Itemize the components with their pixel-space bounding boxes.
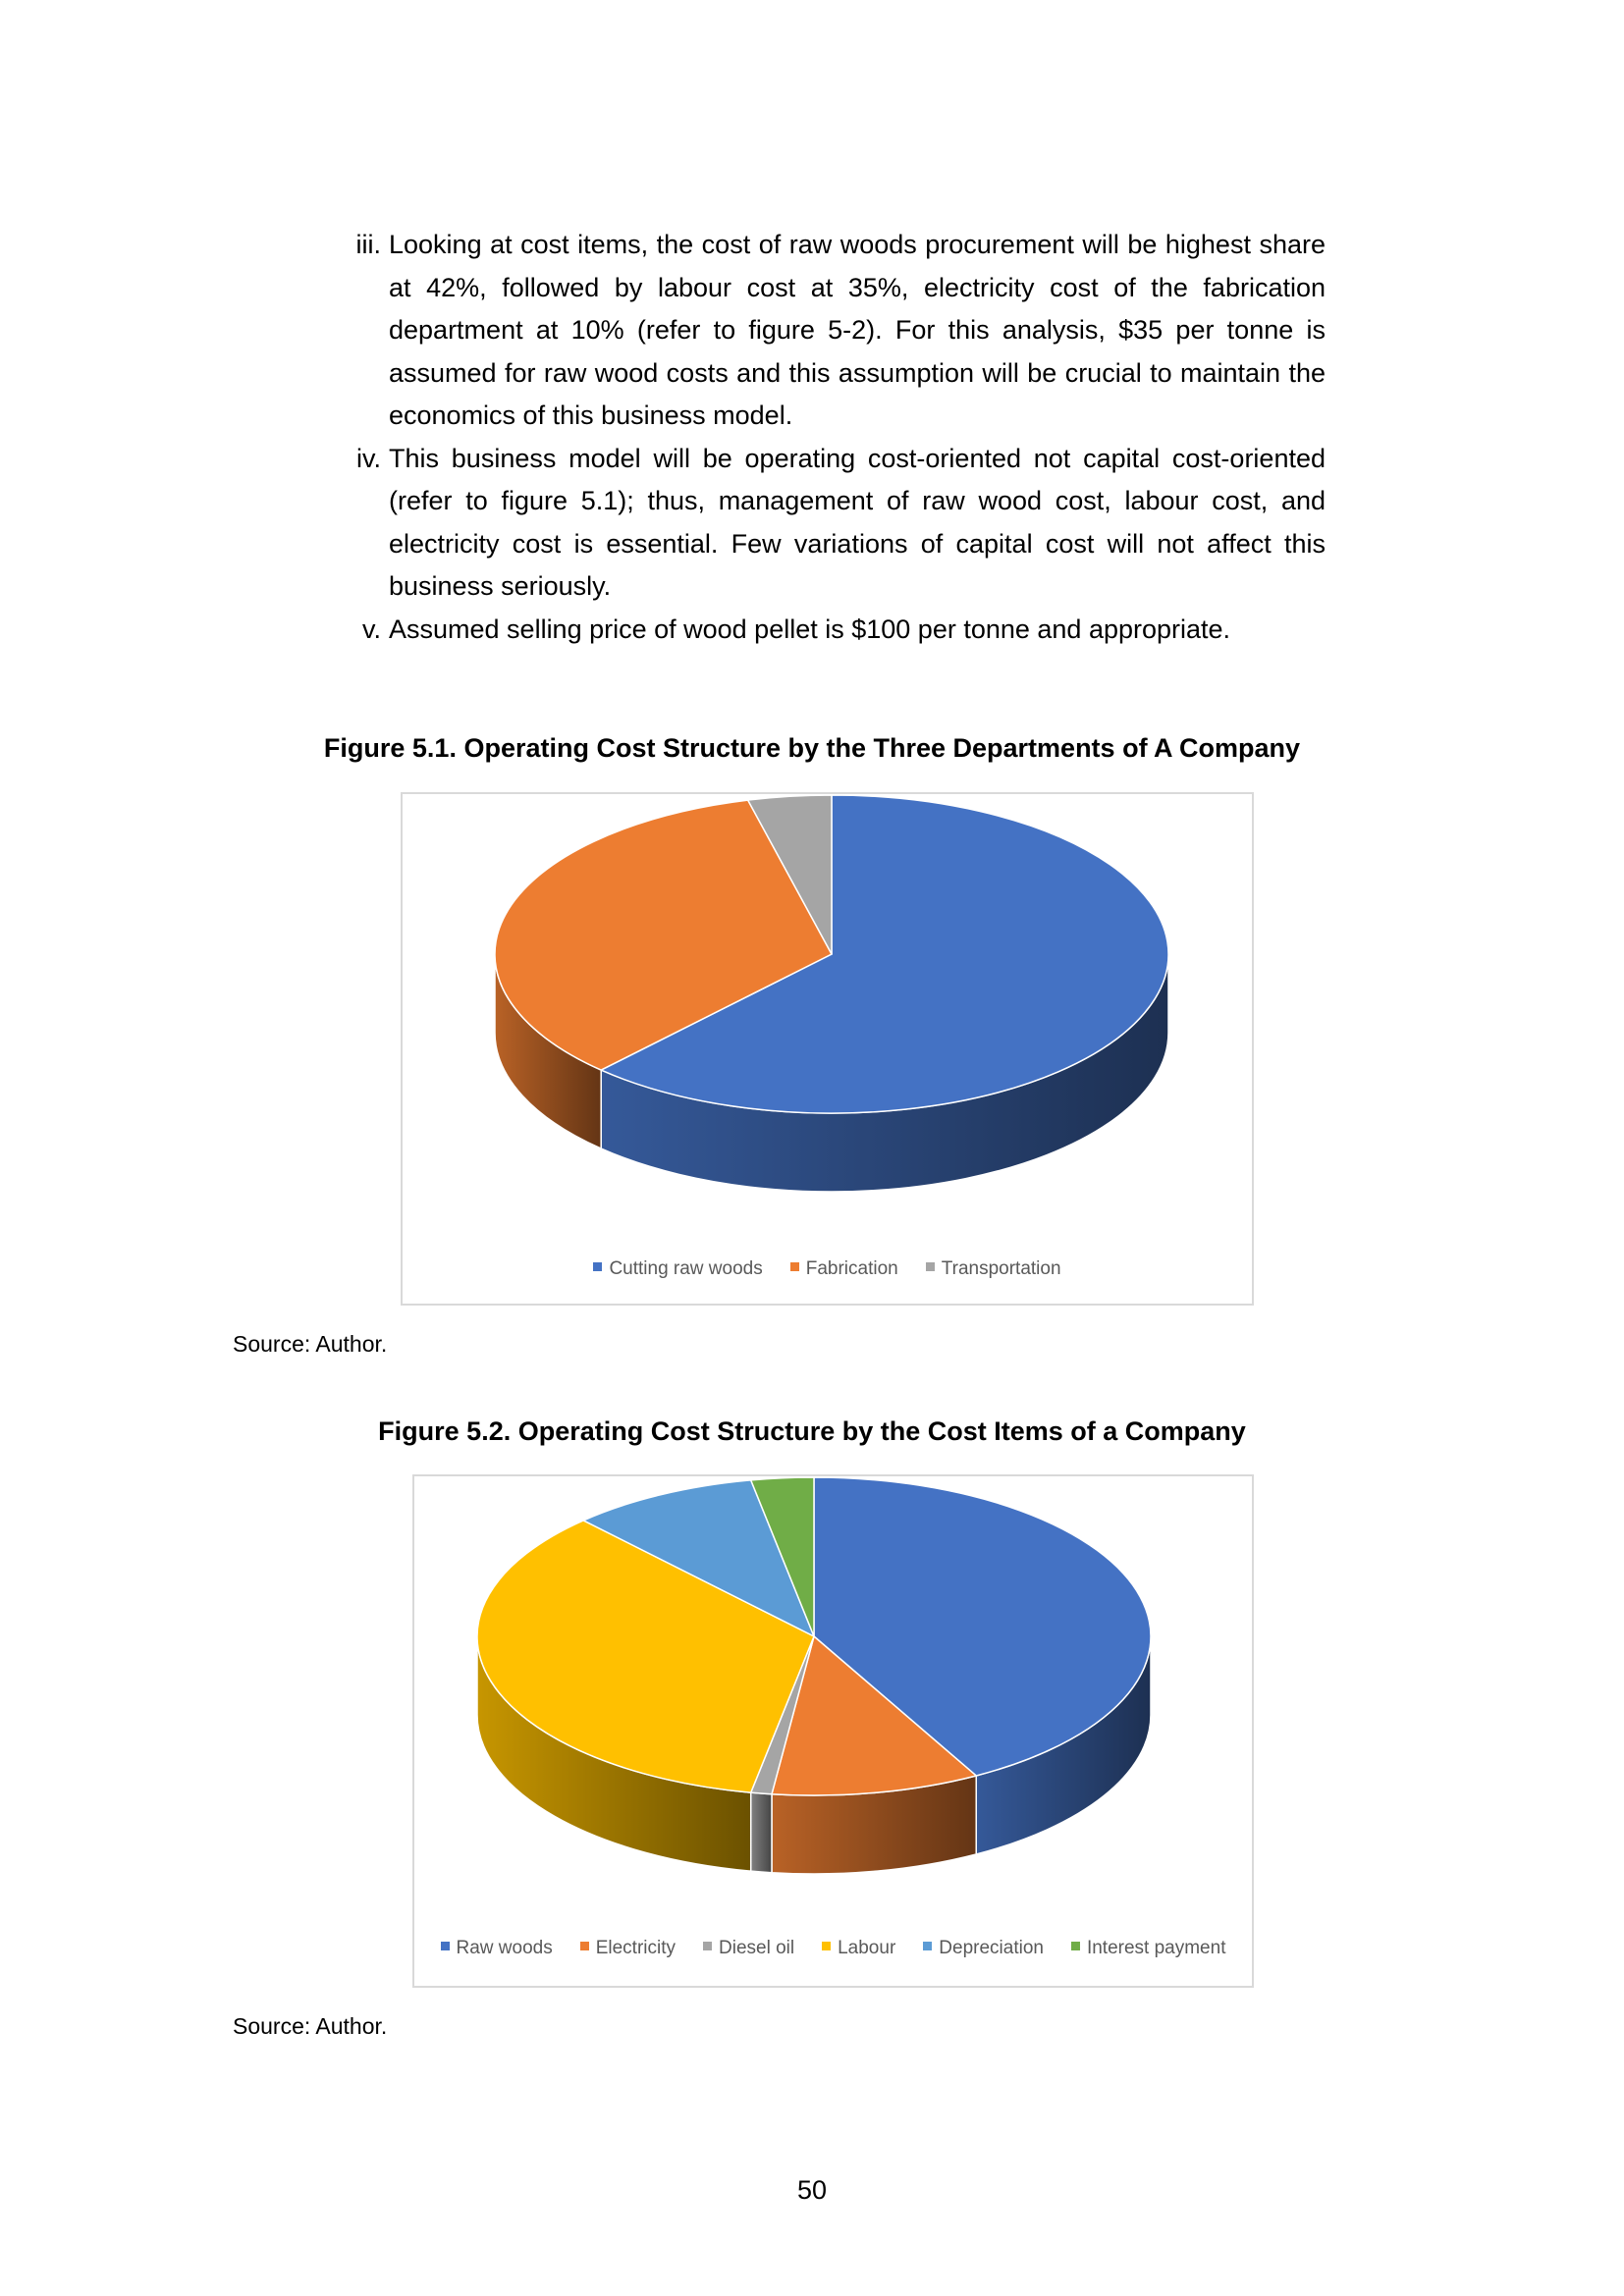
pie-slice-side (751, 1792, 772, 1873)
figure-2-chart (412, 1474, 1254, 1988)
legend-swatch (593, 1262, 602, 1271)
legend-swatch (703, 1942, 712, 1950)
legend-label: Transportation (941, 1258, 1061, 1279)
legend-item (822, 1938, 895, 1959)
legend-label: Electricity (595, 1938, 677, 1958)
list-item (334, 224, 1326, 438)
legend-swatch (923, 1942, 932, 1950)
list-item (334, 438, 1326, 609)
list-item-text: Looking at cost items, the cost of raw woods procurement will be highest share at 42%, followed by labour cost at 35%, electricity cost of the fabrication department at 10% (refer to figure 5-2). For this analysis, $35 per tonne is assumed for raw wood costs and this assumption will be crucial to maintain the economics of this business model. (389, 230, 1326, 430)
legend-item (790, 1258, 898, 1280)
legend-swatch (580, 1942, 589, 1950)
pie-tops (495, 795, 1168, 1113)
legend-label: Cutting raw woods (609, 1258, 763, 1279)
pie-tops (477, 1477, 1151, 1795)
legend-label: Labour (838, 1938, 896, 1958)
figure-1-title: Figure 5.1. Operating Cost Structure by the Three Departments of A Company (323, 733, 1301, 763)
legend-item (703, 1938, 794, 1959)
figure-1-legend (403, 1258, 1252, 1280)
legend-label: Interest payment (1086, 1938, 1226, 1958)
figure-2-source: Source: Author. (233, 2013, 388, 2039)
legend-item (593, 1258, 762, 1280)
legend-swatch (822, 1942, 831, 1950)
legend-swatch (1071, 1942, 1080, 1950)
legend-item (580, 1938, 676, 1959)
figure-1-source: Source: Author. (233, 1331, 388, 1357)
figure-1-pie-svg (403, 794, 1256, 1236)
numbered-list (334, 224, 1326, 651)
legend-swatch (441, 1942, 450, 1950)
legend-item (926, 1258, 1061, 1280)
figure-2-pie-svg (414, 1476, 1256, 1918)
list-item-number: iii. (355, 230, 381, 259)
legend-label: Depreciation (939, 1938, 1044, 1958)
list-item-number: v. (362, 614, 381, 644)
legend-label: Diesel oil (719, 1938, 795, 1958)
figure-2-title: Figure 5.2. Operating Cost Structure by the Cost Items of a Company (378, 1416, 1246, 1446)
legend-item (1071, 1938, 1226, 1959)
list-item-text: Assumed selling price of wood pellet is $100 per tonne and appropriate. (389, 614, 1231, 644)
legend-item (923, 1938, 1044, 1959)
list-item-number: iv. (356, 443, 381, 473)
list-item (334, 609, 1326, 652)
legend-item (441, 1938, 553, 1959)
figure-1-chart (401, 792, 1254, 1306)
page-number: 50 (796, 2175, 828, 2205)
legend-label: Fabrication (805, 1258, 898, 1279)
list-item-text: This business model will be operating cost-oriented not capital cost-oriented (refer to figure 5.1); thus, management of raw wood cost, labour cost, and electricity cost is essential. Few variations of capital cost will not affect this business seriously. (389, 443, 1326, 601)
figure-2-legend (414, 1938, 1252, 1959)
legend-swatch (790, 1262, 799, 1271)
legend-label: Raw woods (456, 1938, 553, 1958)
legend-swatch (926, 1262, 935, 1271)
